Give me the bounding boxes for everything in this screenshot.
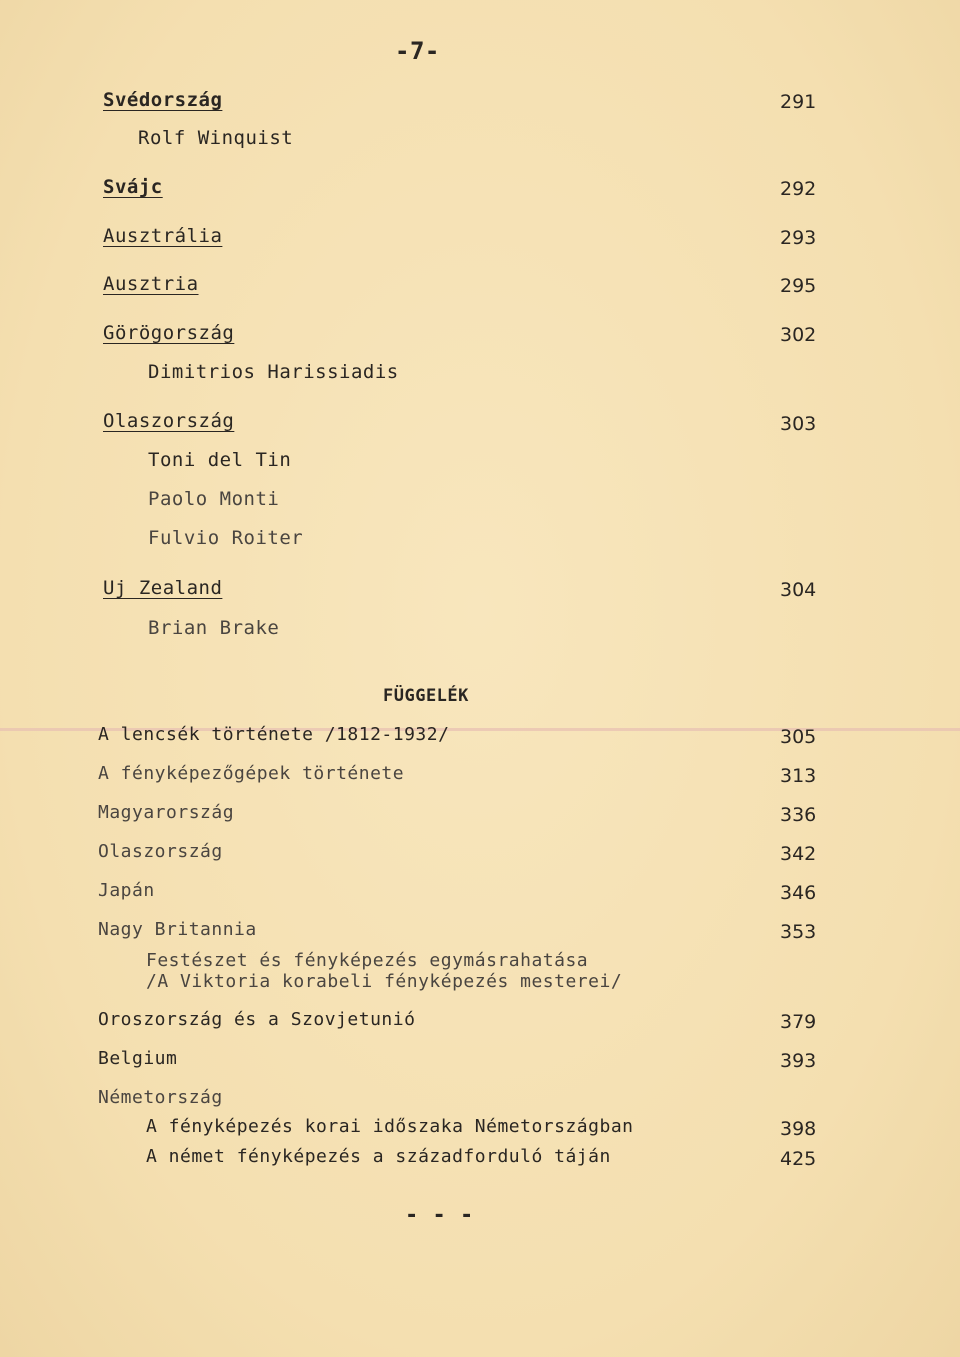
entry-label: Svájc xyxy=(103,176,163,198)
entry-label: Svédország xyxy=(103,89,223,111)
entry-page: 295 xyxy=(780,275,817,297)
appendix-page: 313 xyxy=(780,765,817,787)
entry-label: Uj Zealand xyxy=(103,577,223,599)
appendix-label: Magyarország xyxy=(98,802,235,823)
appendix-page: 393 xyxy=(780,1050,817,1072)
appendix-page: 398 xyxy=(780,1118,817,1140)
appendix-page: 342 xyxy=(780,843,817,865)
entry-label: Ausztria xyxy=(103,273,199,295)
entry-label: Brian Brake xyxy=(148,617,280,639)
appendix-page: 336 xyxy=(780,804,817,826)
appendix-label: Oroszország és a Szovjetunió xyxy=(98,1009,416,1030)
end-mark: - - - xyxy=(405,1203,474,1228)
entry-label: Görögország xyxy=(103,322,235,344)
entry-label: Fulvio Roiter xyxy=(148,527,304,549)
appendix-page: 305 xyxy=(780,726,817,748)
entry-label: Rolf Winquist xyxy=(138,127,294,149)
appendix-page: 425 xyxy=(780,1148,817,1170)
appendix-label: /A Viktoria korabeli fényképezés mesterei/ xyxy=(146,971,623,992)
appendix-label: Japán xyxy=(98,880,155,901)
entry-page: 292 xyxy=(780,178,817,200)
entry-page: 293 xyxy=(780,227,817,249)
entry-page: 303 xyxy=(780,413,817,435)
entry-page: 291 xyxy=(780,91,817,113)
appendix-label: A fényképezőgépek története xyxy=(98,763,405,784)
appendix-label: Németország xyxy=(98,1087,223,1108)
appendix-label: Olaszország xyxy=(98,841,223,862)
entry-label: Ausztrália xyxy=(103,225,223,247)
entry-page: 304 xyxy=(780,579,817,601)
entry-label: Dimitrios Harissiadis xyxy=(148,361,399,383)
appendix-label: Nagy Britannia xyxy=(98,919,257,940)
appendix-label: Belgium xyxy=(98,1048,178,1069)
entry-page: 302 xyxy=(780,324,817,346)
entry-label: Paolo Monti xyxy=(148,488,280,510)
appendix-label: Festészet és fényképezés egymásrahatása xyxy=(146,950,589,971)
appendix-page: 353 xyxy=(780,921,817,943)
appendix-label: A fényképezés korai időszaka Németországban xyxy=(146,1116,634,1137)
page-number: -7- xyxy=(395,37,440,65)
appendix-title: FÜGGELÉK xyxy=(383,686,469,706)
appendix-label: A német fényképezés a századforduló táján xyxy=(146,1146,611,1167)
appendix-page: 379 xyxy=(780,1011,817,1033)
entry-label: Toni del Tin xyxy=(148,449,292,471)
entry-label: Olaszország xyxy=(103,410,235,432)
appendix-page: 346 xyxy=(780,882,817,904)
appendix-label: A lencsék története /1812-1932/ xyxy=(98,724,450,745)
